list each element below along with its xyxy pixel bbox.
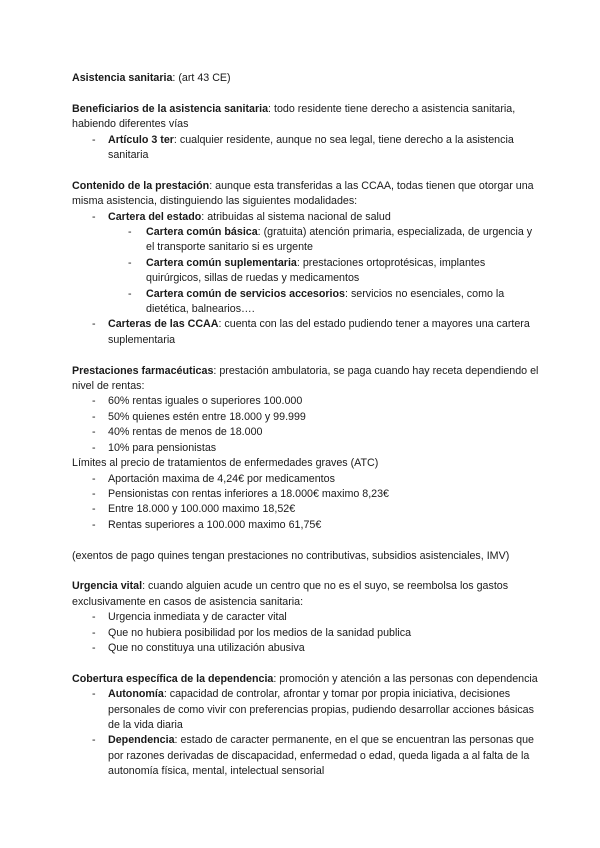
list-item <box>72 287 542 318</box>
exentos-note: (exentos de pago quines tengan prestaciones no contributivas, subsidios asistenciales, IMV) <box>72 549 510 562</box>
list-item <box>72 133 542 164</box>
list-item: - Aportación maxima de 4,24€ por medicamentos <box>72 472 542 487</box>
section-beneficiarios <box>72 102 542 133</box>
carteras-ccaa-text: : cuenta con las del estado pudiendo tener a mayores una cartera suplementaria <box>108 318 530 346</box>
list-item: - Pensionistas con rentas inferiores a 18.000€ maximo 8,23€ <box>72 487 542 502</box>
rentas-list <box>72 394 542 456</box>
contenido-prestacion-text: : aunque esta transferidas a las CCAA, todas tienen que otorgar una misma asistencia, distinguiendo las siguientes modalidades: <box>72 179 534 208</box>
list-item: - Rentas superiores a 100.000 maximo 61,75€ <box>72 518 542 533</box>
list-item <box>72 733 542 779</box>
prestaciones-farmaceuticas-text: : prestación ambulatoria, se paga cuando hay receta dependiendo el nivel de rentas: <box>72 364 539 393</box>
heading-asistencia-sanitaria-text: : (art 43 CE) <box>172 72 231 84</box>
cartera-suplementaria-text: : prestaciones ortoprotésicas, implantes quirúrgicos, sillas de ruedas y medicamentos <box>146 256 486 285</box>
heading-beneficiarios: Beneficiarios de la asistencia sanitaria <box>72 102 269 115</box>
carteras-list <box>72 210 542 349</box>
document-page <box>72 71 542 780</box>
dependencia-label: Dependencia <box>108 734 175 747</box>
urgencia-vital-list <box>72 610 542 656</box>
dependencia-text: : estado de caracter permanente, en el que se encuentran las personas que por razones derivadas de discapacidad, enfermedad o edad, queda ligada a al falta de la autonomía física, mental, intelectual sensorial <box>108 734 534 778</box>
cartera-basica-label: Cartera común básica <box>146 226 258 239</box>
list-item: - Que no hubiera posibilidad por los medios de la sanidad publica <box>72 626 542 641</box>
carteras-ccaa-label: Carteras de las CCAA <box>108 318 219 331</box>
list-item: - 60% rentas iguales o superiores 100.000 <box>72 394 542 409</box>
heading-asistencia-sanitaria: Asistencia sanitaria <box>72 72 173 84</box>
urgencia-vital-text: : cuando alguien acude un centro que no es el suyo, se reembolsa los gastos exclusivamente en casos de asistencia sanitaria: <box>72 580 509 608</box>
cartera-accesorios-label: Cartera común de servicios accesorios <box>146 287 346 300</box>
cartera-estado-label: Cartera del estado <box>108 210 202 223</box>
cartera-estado-text: : atribuidas al sistema nacional de salud <box>201 210 391 223</box>
cartera-accesorios-text: : servicios no esenciales, como la dietética, balnearios…. <box>146 287 505 316</box>
autonomia-label: Autonomía <box>108 688 164 701</box>
list-item: - Que no constituya una utilización abusiva <box>72 641 542 656</box>
list-item: - 40% rentas de menos de 18.000 <box>72 425 542 440</box>
list-item <box>72 210 542 318</box>
list-item: - Entre 18.000 y 100.000 maximo 18,52€ <box>72 502 542 517</box>
list-item <box>72 687 542 733</box>
limites-title: Límites al precio de tratamientos de enfermedades graves (ATC) <box>72 457 379 470</box>
heading-cobertura-dependencia: Cobertura específica de la dependencia <box>72 672 274 685</box>
dependencia-list <box>72 687 542 779</box>
heading-contenido-prestacion: Contenido de la prestación <box>72 179 210 192</box>
cartera-suplementaria-label: Cartera común suplementaria <box>146 256 297 269</box>
beneficiarios-list <box>72 133 542 164</box>
section-contenido-prestacion <box>72 179 542 210</box>
section-prestaciones-farmaceuticas <box>72 364 542 395</box>
beneficiarios-text: : todo residente tiene derecho a asistencia sanitaria, habiendo diferentes vías <box>72 102 516 131</box>
list-item <box>72 256 542 287</box>
section-cobertura-dependencia <box>72 672 542 687</box>
cartera-basica-text: : (gratuita) atención primaria, especializada, de urgencia y el transporte sanitario si es urgente <box>146 226 533 254</box>
section-urgencia-vital <box>72 579 542 610</box>
list-item: - 50% quienes estén entre 18.000 y 99.999 <box>72 410 542 425</box>
section-asistencia-sanitaria <box>72 71 542 86</box>
autonomia-text: : capacidad de controlar, afrontar y tomar por propia iniciativa, decisiones personales de como vivir con preferencias propias, pudiendo desarrollar acciones básicas de la vida diaria <box>108 688 534 731</box>
limites-list <box>72 472 542 534</box>
list-item: - Urgencia inmediata y de caracter vital <box>72 610 542 625</box>
list-item <box>72 317 542 348</box>
list-item: - 10% para pensionistas <box>72 441 542 456</box>
cartera-estado-sublist <box>108 225 542 317</box>
cobertura-dependencia-text: : promoción y atención a las personas con dependencia <box>273 672 538 685</box>
heading-urgencia-vital: Urgencia vital <box>72 580 143 593</box>
heading-prestaciones-farmaceuticas: Prestaciones farmacéuticas <box>72 364 214 377</box>
articulo-3-ter-text: : cualquier residente, aunque no sea legal, tiene derecho a la asistencia sanitaria <box>108 133 514 162</box>
list-item <box>72 225 542 256</box>
articulo-3-ter-label: Artículo 3 ter <box>108 133 174 146</box>
